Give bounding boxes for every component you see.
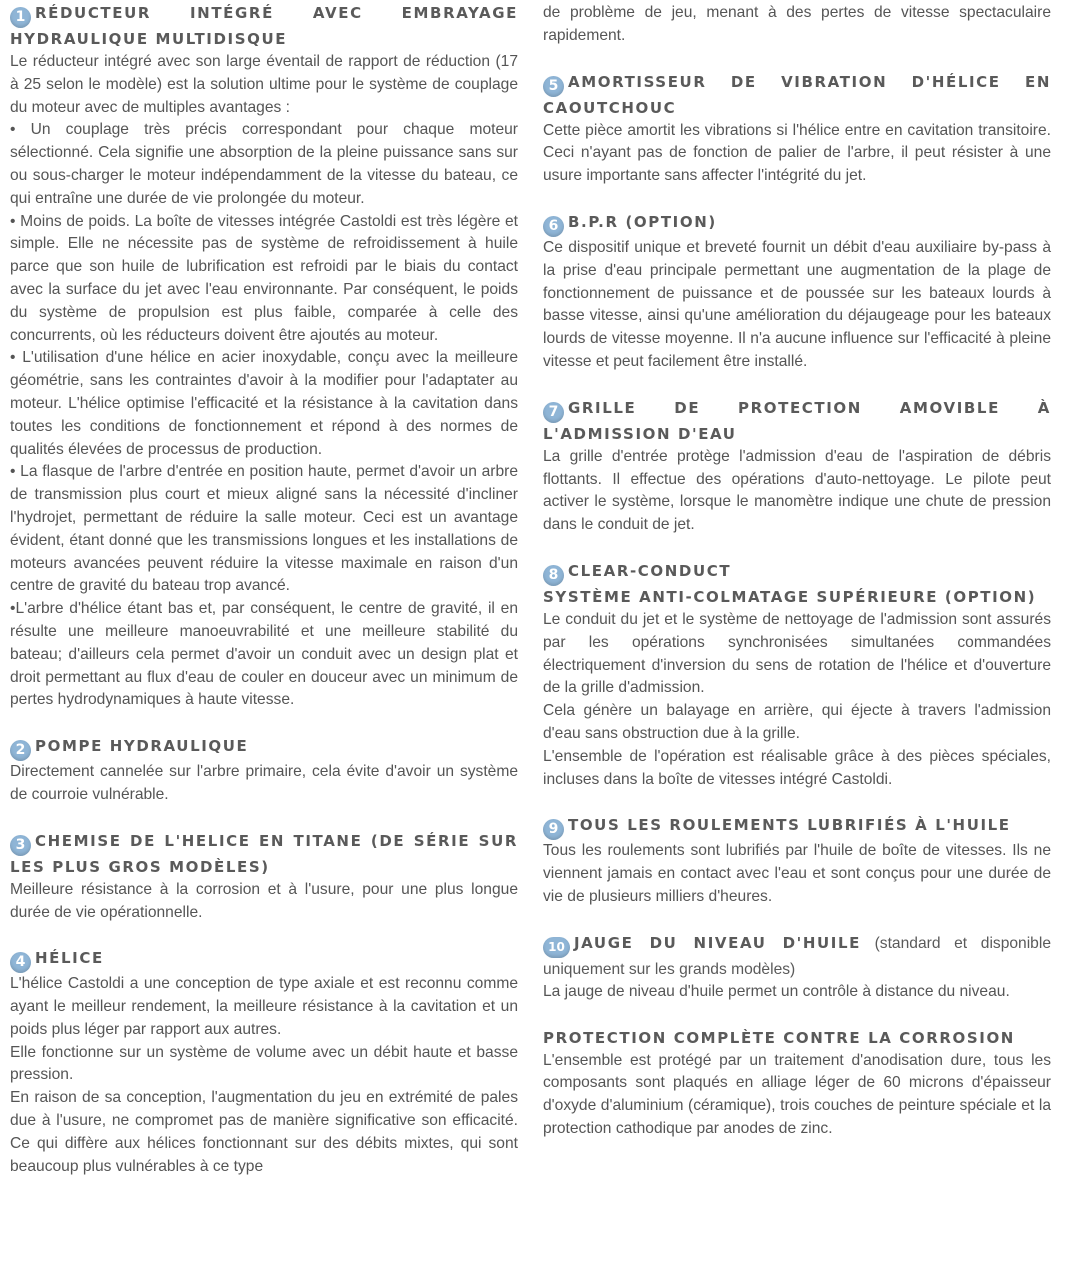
section-chemise <box>10 830 518 925</box>
left-column <box>10 2 518 1178</box>
heading-text: PROTECTION COMPLÈTE CONTRE LA CORROSION <box>543 1028 1015 1047</box>
heading-text: HÉLICE <box>35 949 104 968</box>
section-grille <box>543 397 1051 537</box>
section-reducteur <box>10 2 518 712</box>
paragraph: En raison de sa conception, l'augmentation du jeu en extrémité de pales due à l'usure, ne compromet pas de manière significative son efficacité. Ce qui diffère aux hélices fonctionnant sur des débits mixtes, qui sont beaucoup plus vulnérables à ce type <box>10 1089 518 1175</box>
section-bpr <box>543 211 1051 374</box>
heading-text: RÉDUCTEUR INTÉGRÉ AVEC EMBRAYAGE HYDRAULIQUE MULTIDISQUE <box>10 4 518 48</box>
paragraph: Le réducteur intégré avec son large éventail de rapport de réduction (17 à 25 selon le modèle) est la solution ultime pour le système de couplage du moteur avec de multiples avantages : <box>10 53 518 116</box>
number-badge-icon: 2 <box>10 740 31 761</box>
paragraph: •L'arbre d'hélice étant bas et, par conséquent, le centre de gravité, il en résulte une meilleure manoeuvrabilité et une meilleure stabilité du bateau; d'ailleurs cela permet d'avoir un conduit avec un design plat et droit permettant au flux d'eau de couler en douceur avec un minimum de pertes hydrodynamiques à haute vitesse. <box>10 600 518 709</box>
paragraph: Meilleure résistance à la corrosion et à l'usure, pour une plus longue durée de vie opérationnelle. <box>10 880 518 921</box>
right-column <box>543 2 1051 1141</box>
section-subheading: SYSTÈME ANTI-COLMATAGE SUPÉRIEURE (OPTION) <box>543 587 1037 606</box>
section-heading <box>10 2 518 51</box>
paragraph: • L'utilisation d'une hélice en acier inoxydable, conçu avec la meilleure géométrie, sans les contraintes d'avoir à la modifier pour l'adaptater au moteur. L'hélice optimise l'efficacité et la résistance à la cavitation dans toutes les conditions de fonctionnement et répond à des normes de qualités élevées de processus de production. <box>10 349 518 458</box>
paragraph: Cela génère un balayage en arrière, qui éjecte à travers l'admission d'eau sans obstruction due à la grille. <box>543 702 1051 742</box>
paragraph: Tous les roulements sont lubrifiés par l'huile de boîte de vitesses. Ils ne viennent jamais en contact avec l'eau et sont conçus pour une durée de vie de plusieurs milliers d'heures. <box>543 842 1051 905</box>
heading-suffix: (standard et disponible uniquement sur les grands modèles) <box>543 934 1051 978</box>
section-heading <box>10 947 518 973</box>
section-heading <box>543 932 1051 981</box>
heading-text: TOUS LES ROULEMENTS LUBRIFIÉS À L'HUILE <box>568 816 1011 835</box>
number-badge-icon: 4 <box>10 952 31 973</box>
paragraph: La jauge de niveau d'huile permet un contrôle à distance du niveau. <box>543 982 1010 1000</box>
number-badge-icon: 10 <box>543 937 570 958</box>
section-amortisseur <box>543 71 1051 188</box>
paragraph: L'ensemble est protégé par un traitement d'anodisation dure, tous les composants sont plaqués en alliage léger de 60 microns d'épaisseur d'oxyde d'aluminium (céramique), trois couches de peinture spéciale et la protection cathodique par anodes de zinc. <box>543 1051 1051 1137</box>
number-badge-icon: 5 <box>543 76 564 97</box>
section-heading <box>543 1027 1051 1050</box>
paragraph: Cette pièce amortit les vibrations si l'hélice entre en cavitation transitoire. Ceci n'ayant pas de fonction de palier de l'arbre, il peut résister à une usure importante sans affecter l'intégrité du jet. <box>543 121 1051 185</box>
paragraph: La grille d'entrée protège l'admission d'eau de l'aspiration de débris flottants. Il effectue des opérations d'auto-nettoyage. Le pilote peut activer le système, lorsque le manomètre indique une chute de pression dans le conduit de jet. <box>543 447 1051 534</box>
paragraph: Elle fonctionne sur un système de volume avec un débit haute et basse pression. <box>10 1043 518 1084</box>
section-heading <box>543 397 1051 446</box>
paragraph: • Un couplage très précis correspondant pour chaque moteur sélectionné. Cela signifie une absorption de la pleine puissance sans sur ou sous-charger le moteur indépendamment de la vitesse du bateau, ce qui entraîne une durée de vie prolongée du moteur. <box>10 121 518 207</box>
section-heading <box>543 814 1051 840</box>
paragraph: L'hélice Castoldi a une conception de type axiale et est reconnu comme ayant le meilleur rendement, la meilleure résistance à la cavitation et un poids plus léger par rapport aux autres. <box>10 975 518 1038</box>
section-clear-conduct <box>543 560 1051 791</box>
heading-text: CLEAR-CONDUCT <box>568 561 732 580</box>
section-jauge <box>543 932 1051 1004</box>
section-heading <box>543 560 1051 586</box>
number-badge-icon: 8 <box>543 565 564 586</box>
number-badge-icon: 6 <box>543 216 564 237</box>
paragraph: Le conduit du jet et le système de nettoyage de l'admission sont assurés par les opérations synchronisées simultanées commandées électriquement d'inversion du sens de rotation de l'hélice et d'ouverture de la grille d'admission. <box>543 610 1051 697</box>
number-badge-icon: 3 <box>10 835 31 856</box>
section-heading <box>543 71 1051 120</box>
paragraph: • Moins de poids. La boîte de vitesses intégrée Castoldi est très légère et simple. Elle ne nécessite pas de système de refroidissement à huile parce que son huile de lubrification est refroidi par le biais du contact avec la surface du jet avec l'eau environnante. Par conséquent, le poids du système de propulsion est plus faible, comparée à celle des concurrents, où les réducteurs doivent être ajoutés au moteur. <box>10 212 518 344</box>
section-corrosion <box>543 1027 1051 1141</box>
heading-text: JAUGE DU NIVEAU D'HUILE <box>574 933 861 952</box>
continued-paragraph: de problème de jeu, menant à des pertes de vitesse spectaculaire rapidement. <box>543 4 1051 44</box>
heading-text: AMORTISSEUR DE VIBRATION D'HÉLICE EN CAOUTCHOUC <box>543 72 1051 117</box>
section-pompe <box>10 735 518 807</box>
number-badge-icon: 7 <box>543 402 564 423</box>
heading-text: GRILLE DE PROTECTION AMOVIBLE À L'ADMISSION D'EAU <box>543 398 1051 443</box>
section-heading <box>10 735 518 761</box>
number-badge-icon: 1 <box>10 7 31 28</box>
paragraph: Ce dispositif unique et breveté fournit un débit d'eau auxiliaire by-pass à la prise d'eau principale permettant une augmentation de la plage de fonctionnement de puissance et de poussée sur les bateaux lourds à basse vitesse, ainsi qu'une amélioration du déjaugeage pour les bateaux lourds de vitesse moyenne. Il n'a aucune influence sur l'efficacité à pleine vitesse et peut facilement être installé. <box>543 238 1051 370</box>
paragraph: Directement cannelée sur l'arbre primaire, cela évite d'avoir un système de courroie vulnérable. <box>10 763 518 803</box>
section-heading <box>10 830 518 879</box>
paragraph: L'ensemble de l'opération est réalisable grâce à des pièces spéciales, incluses dans la boîte de vitesses intégré Castoldi. <box>543 747 1051 788</box>
paragraph: • La flasque de l'arbre d'entrée en position haute, permet d'avoir un arbre de transmission plus court et mieux aligné sans la nécessité d'incliner l'hydrojet, permettant de réduire la salle moteur. Ceci est un avantage évident, étant donné que les transmissions longues et les installations de moteurs avancées peuvent réduire la vitesse maximale en raison d'un centre de gravité du bateau trop avancé. <box>10 463 518 595</box>
heading-text: POMPE HYDRAULIQUE <box>35 737 249 756</box>
section-heading <box>543 211 1051 237</box>
heading-text: CHEMISE DE L'HELICE EN TITANE (DE SÉRIE SUR LES PLUS GROS MODÈLES) <box>10 831 518 876</box>
section-roulements <box>543 814 1051 908</box>
section-helice <box>10 947 518 1178</box>
heading-text: B.P.R (OPTION) <box>568 212 717 231</box>
number-badge-icon: 9 <box>543 819 564 840</box>
